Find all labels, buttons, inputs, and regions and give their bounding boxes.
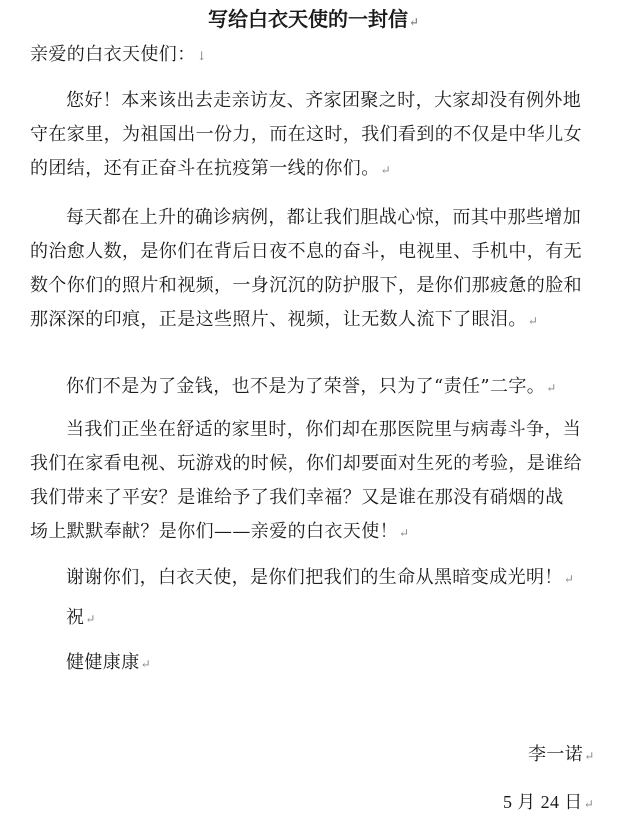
paragraph-4-line-2 (30, 452, 582, 476)
closing-text: 健健康康 (66, 652, 140, 673)
paragraph-2-line-3 (30, 274, 582, 298)
title-text: 写给白衣天使的一封信 (207, 7, 408, 31)
closing-line-1 (66, 606, 96, 630)
letter-title (0, 6, 627, 32)
date-text: 5 月 24 日 (503, 792, 583, 812)
paragraph-mark: ↵ (399, 526, 410, 540)
paragraph-3-line-1 (66, 375, 557, 399)
salutation-text: 亲爱的白衣天使们： (30, 44, 196, 65)
line-text: 谢谢你们，白衣天使，是你们把我们的生命从黑暗变成光明！ (66, 567, 563, 588)
line-text: 当我们正坐在舒适的家里时，你们却在那医院里与病毒斗争，当 (66, 419, 582, 440)
paragraph-4-line-1 (66, 418, 581, 442)
paragraph-mark: ↵ (563, 572, 575, 586)
paragraph-4-line-3 (30, 486, 564, 510)
line-text: 的团结，还有正奋斗在抗疫第一线的你们。 (30, 158, 380, 179)
closing-line-2 (66, 651, 151, 675)
paragraph-1-line-3 (30, 157, 391, 181)
paragraph-1-line-1 (66, 89, 581, 113)
paragraph-mark: ↓ (196, 49, 208, 63)
paragraph-2-line-1 (66, 206, 581, 230)
line-text: 守在家里，为祖国出一份力，而在这时，我们看到的不仅是中华儿女 (30, 124, 582, 145)
paragraph-5-line-1 (66, 566, 574, 590)
paragraph-mark: ↵ (140, 657, 152, 671)
paragraph-mark: ↵ (380, 163, 392, 177)
line-text: 您好！本来该出去走亲访友、齐家团聚之时，大家却没有例外地 (66, 90, 582, 111)
paragraph-2-line-4 (30, 308, 538, 332)
signature (528, 743, 595, 767)
paragraph-1-line-2 (30, 123, 582, 147)
letter-date (503, 790, 594, 814)
paragraph-2-line-2 (30, 240, 582, 264)
paragraph-mark: ↵ (583, 797, 595, 811)
line-text: 你们不是为了金钱，也不是为了荣誉，只为了“责任”二字。 (66, 376, 546, 397)
paragraph-mark: ↵ (546, 381, 557, 395)
line-text: 的治愈人数，是你们在背后日夜不息的奋斗，电视里、手机中，有无 (30, 241, 582, 262)
paragraph-mark: ↵ (408, 15, 420, 29)
line-text: 每天都在上升的确诊病例，都让我们胆战心惊，而其中那些增加 (66, 207, 582, 228)
line-text: 数个你们的照片和视频，一身沉沉的防护服下，是你们那疲惫的脸和 (30, 275, 582, 296)
line-text: 我们在家看电视、玩游戏的时候，你们却要面对生死的考验，是谁给 (30, 453, 582, 474)
line-text: 那深深的印痕，正是这些照片、视频，让无数人流下了眼泪。 (30, 309, 527, 330)
line-text: 场上默默奉献？是你们——亲爱的白衣天使！ (30, 521, 398, 542)
line-text: 我们带来了平安？是谁给予了我们幸福？又是谁在那没有硝烟的战 (30, 487, 564, 508)
salutation (30, 43, 207, 67)
paragraph-mark: ↵ (85, 612, 96, 626)
paragraph-mark: ↵ (527, 314, 539, 328)
closing-text: 祝 (66, 607, 85, 628)
signature-text: 李一诺 (528, 744, 584, 765)
paragraph-4-line-4 (30, 520, 409, 544)
paragraph-mark: ↵ (584, 749, 595, 763)
